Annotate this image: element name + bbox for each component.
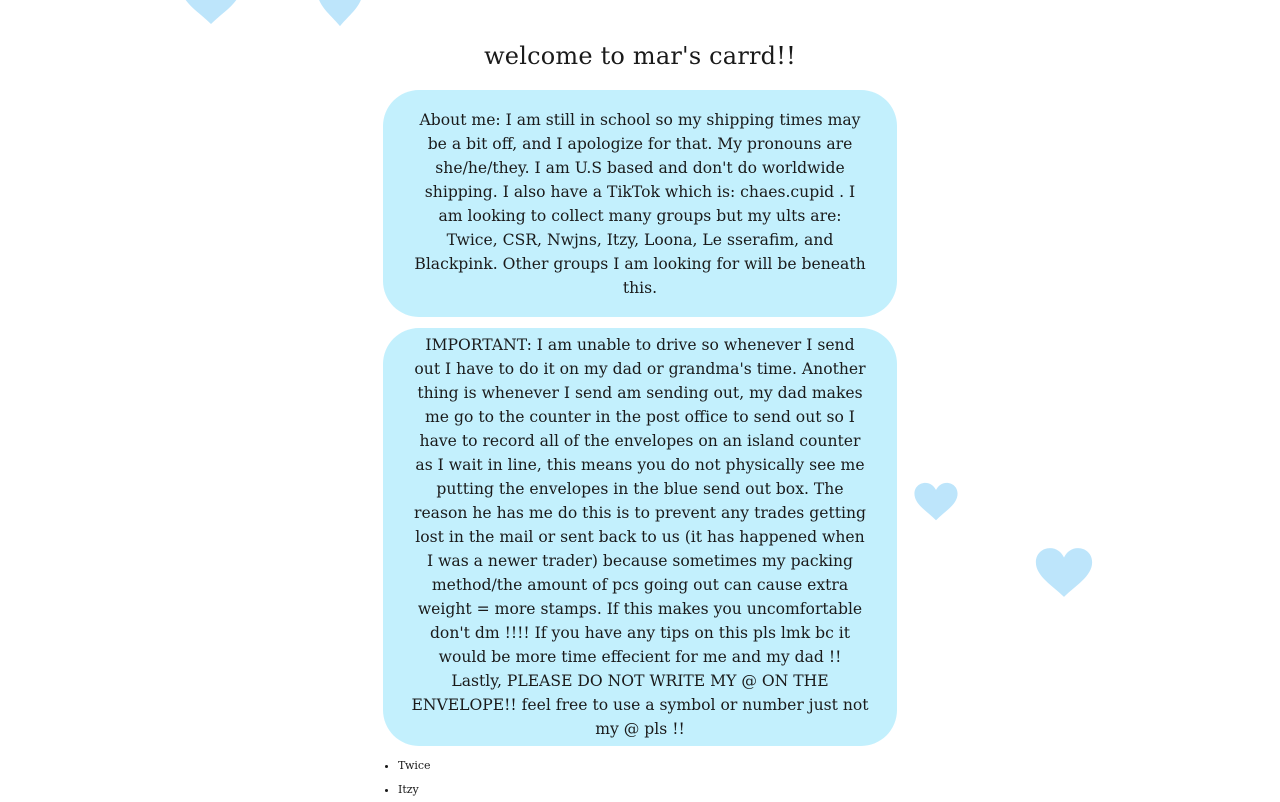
heart-icon xyxy=(913,481,959,522)
heart-icon xyxy=(1034,545,1094,600)
list-item: • Twice xyxy=(398,754,431,778)
page-title: welcome to mar's carrd!! xyxy=(484,42,796,70)
heart-icon xyxy=(178,0,244,26)
important-card xyxy=(383,328,897,746)
heart-icon xyxy=(316,0,364,28)
list-item: • Itzy xyxy=(398,778,431,802)
group-list xyxy=(383,754,431,802)
about-card xyxy=(383,90,897,317)
about-text: About me: I am still in school so my shipping times may be a bit off, and I apologize for that. My pronouns are she/he/they. I am U.S based and don't do worldwide shipping. I also have a TikTok which is: chaes.cupid . I am looking to collect many groups but my ults are: Twice, CSR, Nwjns, Itzy, Loona, Le sserafim, and Blackpink. Other groups I am looking for will be beneath this. xyxy=(414,110,866,297)
important-text: IMPORTANT: I am unable to drive so whenever I send out I have to do it on my dad or grandma's time. Another thing is whenever I send am sending out, my dad makes me go to the counter in the post office to send out so I have to record all of the envelopes on an island counter as I wait in line, this means you do not physically see me putting the envelopes in the blue send out box. The reason he has me do this is to prevent any trades getting lost in the mail or sent back to us (it has happened when I was a newer trader) because sometimes my packing method/the amount of pcs going out can cause extra weight = more stamps. If this makes you uncomfortable don't dm !!!! If you have any tips on this pls lmk bc it would be more time effecient for me and my dad !! Lastly, PLEASE DO NOT WRITE MY @ ON THE ENVELOPE!! feel free to use a symbol or number just not my @ pls !! xyxy=(411,336,869,738)
